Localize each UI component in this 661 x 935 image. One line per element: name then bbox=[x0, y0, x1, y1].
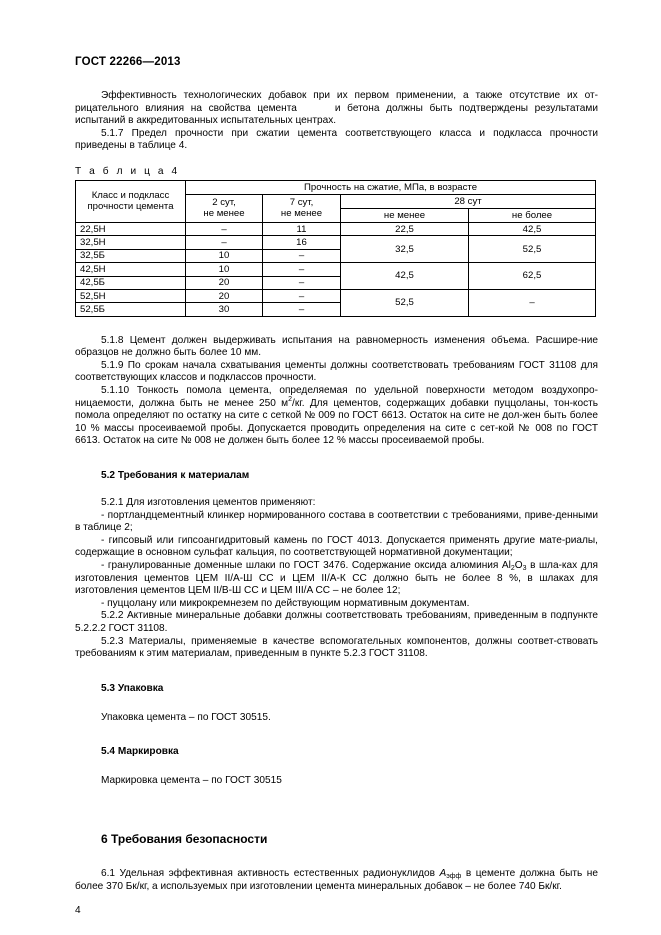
th-class-subclass: Класс и подкласс прочности цемента bbox=[76, 180, 186, 222]
paragraph-6-1-part2: в цементе должна быть не более 370 Бк/кг, а используемых при изготовлении цемента минеральных добавок – не более 740 Бк/кг. bbox=[75, 867, 598, 892]
paragraph-5-1-9: 5.1.9 По срокам начала схватывания цементы должны соответствовать требованиям ГОСТ 31108 для соответствующих классов и подклассов прочности. bbox=[75, 359, 598, 384]
table-row bbox=[76, 236, 596, 249]
paragraph-5-1-8: 5.1.8 Цемент должен выдерживать испытания на равномерность изменения объема. Расшире-ние образцов не должно быть более 10 мм. bbox=[75, 334, 598, 359]
superscript-square: 2 bbox=[288, 395, 293, 403]
cell-class: 32,5Б bbox=[76, 249, 186, 262]
cell-2d: – bbox=[186, 222, 263, 235]
cell-class: 22,5Н bbox=[76, 222, 186, 235]
th-7-days bbox=[263, 194, 341, 222]
table-header bbox=[76, 180, 596, 222]
paragraph-5-1-10 bbox=[75, 385, 598, 448]
th-28-days: 28 сут bbox=[341, 194, 596, 208]
cell-2d: – bbox=[186, 236, 263, 249]
table-caption: Т а б л и ц а 4 bbox=[75, 165, 180, 177]
cell-class: 52,5Н bbox=[76, 289, 186, 302]
spacer bbox=[75, 757, 598, 775]
paragraph-5-2-3: 5.2.3 Материалы, применяемые в качестве вспомогательных компонентов, должны соответ-ствовать требованиям к этим материалам, приведенным в пункте 5.2.3 ГОСТ 31108. bbox=[75, 635, 598, 660]
cell-7d: – bbox=[263, 303, 341, 316]
table-row bbox=[76, 222, 596, 235]
th-28-days-max: не более bbox=[469, 208, 596, 222]
paragraph-intro-part2: и бетона должны быть подтверждены результатами испытаний в аккредитованных испытательных центрах. bbox=[75, 102, 598, 127]
symbol-a-eff: A bbox=[439, 867, 447, 879]
cell-28d-min: 32,5 bbox=[341, 236, 469, 263]
spacer bbox=[75, 694, 598, 712]
spacer bbox=[75, 481, 598, 497]
cell-7d: – bbox=[263, 263, 341, 276]
heading-5-2: 5.2 Требования к материалам bbox=[101, 470, 250, 482]
cell-28d-max: 62,5 bbox=[469, 263, 596, 290]
cell-28d-max: 52,5 bbox=[469, 236, 596, 263]
paragraph-5-1-10-part1: 5.1.10 Тонкость помола цемента, определяемая по удельной поверхности методом воздухопро-ницаемости, должна быть не менее 250 м bbox=[75, 385, 598, 409]
paragraph-5-2-2: 5.2.2 Активные минеральные добавки должны соответствовать требованиям, приведенным в подпункте 5.2.2.2 ГОСТ 31108. bbox=[75, 610, 598, 634]
paragraph-5-1-10-part2: /кг. Для цементов, содержащих добавки пуццоланы, тон-кость помола определяют по остатку на сите с сеткой № 009 по ГОСТ 6613. Остаток на сите не дол-жен быть более 10 % массы просеиваемой пробы. Допускается проводить определения на сите с сет-кой № 008 по ГОСТ 6613. Остаток на сите № 008 не должен быть более 12 % массы просеиваемой пробы. bbox=[75, 397, 598, 447]
th-7-days-line1: 7 сут, bbox=[289, 196, 314, 208]
cell-28d-min: 22,5 bbox=[341, 222, 469, 235]
cell-28d-min: 52,5 bbox=[341, 289, 469, 316]
list-item-gypsum: - гипсовый или гипсоангидритовый камень по ГОСТ 4013. Допускается применять другие мате-риалы, содержащие в основном сульфат кальция, по соответствующей нормативной документации; bbox=[75, 534, 598, 559]
table-row bbox=[76, 289, 596, 302]
cell-2d: 30 bbox=[186, 303, 263, 316]
th-2-days-line2: не менее bbox=[203, 207, 245, 219]
table-row bbox=[76, 263, 596, 276]
subscript-3: 3 bbox=[522, 565, 527, 573]
spacer bbox=[75, 846, 598, 868]
paragraph-6-1-part1: 6.1 Удельная эффективная активность естественных радионуклидов bbox=[101, 867, 440, 879]
th-2-days bbox=[186, 194, 263, 222]
th-2-days-line1: 2 сут, bbox=[212, 196, 236, 208]
list-item-slag-part2: в шла-ках для изготовления цементов ЦЕМ II/A-Ш СС и ЦЕМ II/A-К СС должно быть не более 8 %, в шлаках для изготовления цементов ЦЕМ II/B-Ш СС и ЦЕМ III/A СС – не более 12; bbox=[75, 560, 598, 597]
cell-2d: 10 bbox=[186, 249, 263, 262]
cell-2d: 20 bbox=[186, 289, 263, 302]
spacer bbox=[75, 448, 598, 470]
spacer bbox=[75, 724, 598, 746]
cell-28d-max: – bbox=[469, 289, 596, 316]
cell-class: 42,5Б bbox=[76, 276, 186, 289]
heading-5-3: 5.3 Упаковка bbox=[101, 682, 164, 694]
list-item-slag-oxygen: O bbox=[514, 560, 523, 572]
heading-6: 6 Требования безопасности bbox=[101, 831, 268, 846]
cell-2d: 20 bbox=[186, 276, 263, 289]
cell-28d-min: 42,5 bbox=[341, 263, 469, 290]
cell-28d-max: 42,5 bbox=[469, 222, 596, 235]
cell-7d: 11 bbox=[263, 222, 341, 235]
list-item-pozzolan: - пуццолану или микрокремнезем по действующим нормативным документам. bbox=[101, 597, 470, 609]
paragraph-6-1 bbox=[75, 868, 598, 893]
spacer bbox=[75, 788, 598, 832]
subscript-eff: эфф bbox=[446, 872, 462, 880]
paragraph-5-2-1: 5.2.1 Для изготовления цементов применяют: bbox=[101, 497, 316, 509]
cell-7d: – bbox=[263, 276, 341, 289]
paragraph-intro bbox=[75, 90, 598, 128]
paragraph-5-1-7: 5.1.7 Предел прочности при сжатии цемента соответствующего класса и подкласса прочности приведены в таблице 4. bbox=[75, 127, 598, 152]
cell-7d: – bbox=[263, 249, 341, 262]
paragraph-5-4: Маркировка цемента – по ГОСТ 30515 bbox=[101, 775, 282, 787]
table-header-row-1 bbox=[76, 180, 596, 194]
paragraph-5-3: Упаковка цемента – по ГОСТ 30515. bbox=[101, 711, 271, 723]
cell-class: 32,5Н bbox=[76, 236, 186, 249]
spacer bbox=[75, 317, 598, 335]
list-item-slag bbox=[75, 560, 598, 598]
list-item-clinker: - портландцементный клинкер нормированного состава в соответствии с требованиями, приве-денными в таблице 2; bbox=[75, 509, 598, 534]
strength-table bbox=[75, 180, 596, 317]
document-header: ГОСТ 22266—2013 bbox=[75, 56, 181, 68]
th-strength-group: Прочность на сжатие, МПа, в возрасте bbox=[186, 180, 596, 194]
cell-class: 52,5Б bbox=[76, 303, 186, 316]
subscript-2: 2 bbox=[510, 565, 515, 573]
page-number: 4 bbox=[75, 905, 81, 917]
table-body bbox=[76, 222, 596, 316]
paragraph-intro-part1: Эффективность технологических добавок при их первом применении, а также отсутствие их от-рицательного влияния на свойства цемента bbox=[75, 90, 598, 114]
cell-2d: 10 bbox=[186, 263, 263, 276]
cell-7d: – bbox=[263, 289, 341, 302]
list-item-slag-part1: - гранулированные доменные шлаки по ГОСТ 3476. Содержание оксида алюминия Al bbox=[101, 560, 511, 572]
spacer bbox=[75, 661, 598, 683]
th-7-days-line2: не менее bbox=[280, 207, 323, 219]
spacer bbox=[75, 893, 598, 905]
th-28-days-min: не менее bbox=[341, 208, 469, 222]
cell-7d: 16 bbox=[263, 236, 341, 249]
cell-class: 42,5Н bbox=[76, 263, 186, 276]
heading-5-4: 5.4 Маркировка bbox=[101, 746, 179, 758]
